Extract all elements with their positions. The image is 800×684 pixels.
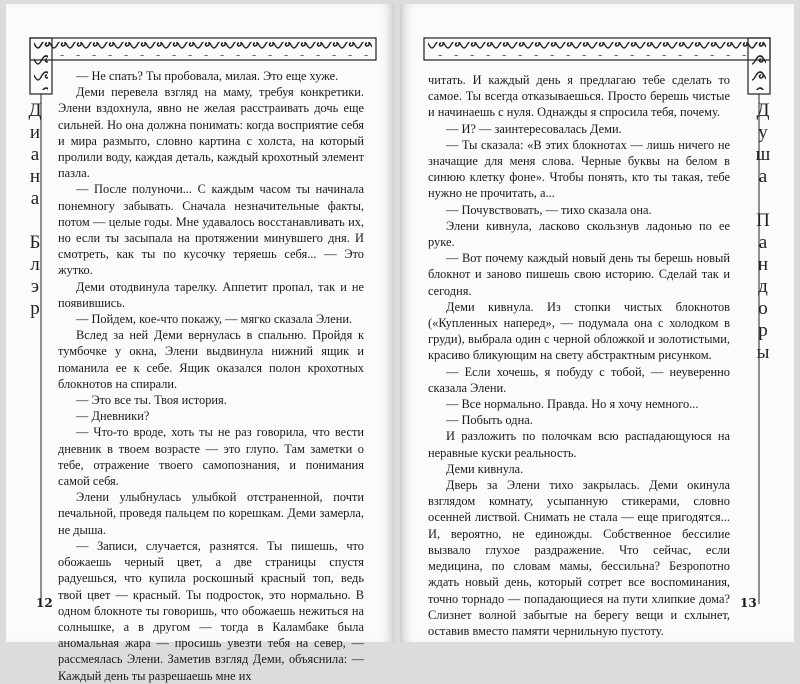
- paragraph: — Пойдем, кое-что покажу, — мягко сказала Элени.: [76, 312, 353, 327]
- paragraph: — Что-то вроде, хоть ты не раз говорила, что вести дневник в твоем возрасте — это глупо. Там заметки о тебе, отражение твоего самопознания, и понимания самой себя.: [58, 425, 364, 489]
- paragraph: — И? — заинтересовалась Деми.: [446, 121, 622, 136]
- title-letter: л: [30, 254, 40, 275]
- paragraph: — Это все ты. Твоя история.: [76, 393, 227, 408]
- title-letter: а: [30, 144, 40, 165]
- paragraph: — Ты сказала: «В этих блокнотах — лишь ничего не значащие для меня слова. Черные буквы на белом в синюю клетку фоне». Чтобы понять, кто ты такая, тебе нужно не прочитать, а...: [428, 137, 730, 201]
- paragraph: — Не спать? Ты пробовала, милая. Это еще хуже.: [76, 69, 339, 83]
- title-letter: и: [29, 122, 41, 143]
- title-letter: [761, 188, 766, 210]
- paragraph: — Все нормально. Правда. Но я хочу немного...: [446, 397, 699, 412]
- right-running-title: [748, 100, 778, 364]
- paragraph: Элени улыбнулась улыбкой отстраненной, почти печальной, проведя пальцем по корешкам. Деми замерла, не дыша.: [58, 490, 364, 537]
- paragraph: — Побыть одна.: [446, 413, 533, 428]
- right-page-number: 13: [740, 596, 757, 610]
- title-letter: р: [30, 298, 40, 319]
- paragraph: — Дневники?: [76, 409, 150, 424]
- title-letter: ы: [756, 342, 770, 363]
- title-letter: Д: [28, 100, 42, 121]
- paragraph: Дверь за Элени тихо закрылась. Деми окинула взглядом комнату, усыпанную стикерами, словно осенней листвой. Снимать не стала — еще пригодятся... И, вероятно, не единожды. Собственное бессилие вызвало глухое раздражение. Что сейчас, если медицина, по словам мамы, бессильна? Безропотно ждать новый день, который сотрет все воспоминания, точно торнадо — попадающиеся на пути хлипкие дома? Слизнет волной забытые на берегу вещи и схлынет, оставив вместо памяти чернильную пустоту.: [428, 478, 730, 638]
- paragraph: — Если хочешь, я побуду с тобой, — неуверенно сказала Элени.: [428, 364, 730, 395]
- paragraph: — Вот почему каждый новый день ты берешь новый блокнот и заново пишешь свою историю. Сделай так и сегодня.: [428, 251, 730, 298]
- right-page-text: [428, 72, 730, 639]
- left-running-title: [20, 100, 50, 320]
- title-letter: Д: [756, 100, 770, 121]
- title-letter: а: [30, 188, 40, 209]
- title-letter: П: [756, 210, 770, 231]
- title-letter: а: [758, 232, 768, 253]
- title-letter: р: [758, 320, 768, 341]
- paragraph: читать. И каждый день я предлагаю тебе сделать то самое. Ты всегда отказываешься. Просто берешь чистые и начинаешь с нуля. Однажды я спросила тебя, почему.: [428, 73, 730, 120]
- title-letter: Б: [29, 232, 41, 253]
- paragraph: — Почувствовать, — тихо сказала она.: [446, 202, 652, 217]
- title-letter: н: [757, 254, 769, 275]
- left-page: [6, 4, 394, 683]
- paragraph: Деми отодвинула тарелку. Аппетит пропал, так и не появившись.: [58, 279, 364, 310]
- title-letter: у: [758, 122, 768, 143]
- right-page: [400, 4, 794, 642]
- paragraph: Деми перевела взгляд на маму, требуя конкретики. Элени вздохнула, явно не желая расстраивать дочь еще сильней. Но она должна понимать: когда восприятие себя и мира размыто, словно картина с холста, на который пролили воду, каждая деталь, каждый крохотный элемент пазла.: [58, 85, 364, 181]
- paragraph: Вслед за ней Деми вернулась в спальню. Пройдя к тумбочке у окна, Элени выдвинула нижний ящик и поманила ее к себе. Ящик оказался полон крохотных блокнотов на спирали.: [58, 328, 364, 391]
- title-letter: а: [758, 166, 768, 187]
- title-letter: н: [29, 166, 41, 187]
- paragraph: — Записи, случается, разнятся. Ты пишешь, что обожаешь черный цвет, а две страницы спустя радуешься, что купила роскошный красный топ, ведь твой цвет — красный. Ты подросток, это нормально. В одном блокноте ты говоришь, что обожаешь нежиться на солнышке, а в другом — тогда в Каламбаке была аномальная жара — просишь увезти тебя на север, — рассмеялась Элени. Заметив взгляд Деми, объяснила: — Каждый день ты разрешаешь мне их: [58, 538, 364, 683]
- paragraph: — После полуночи... С каждым часом ты начинала понемногу забывать. Сначала незначительные факты, потом — целые годы. Мне удавалось восстанавливать их, но если ты засыпала на протяжении минувшего дня. И смотреть, как ты по кусочку теряешь себя... — Это жутко.: [58, 182, 364, 278]
- paragraph: Деми кивнула.: [446, 461, 524, 476]
- title-letter: д: [758, 276, 768, 297]
- left-page-text: [58, 68, 364, 684]
- title-letter: э: [30, 276, 40, 297]
- title-letter: [33, 210, 38, 232]
- title-letter: ш: [755, 144, 771, 165]
- title-letter: о: [758, 298, 768, 319]
- paragraph: Деми кивнула. Из стопки чистых блокнотов («Купленных наперед», — подумала она с холодком в груди), выбрала один с черной обложкой и золотистыми, красиво бликующим на свету абстрактным рисунком.: [428, 299, 730, 363]
- left-page-number: 12: [36, 596, 53, 610]
- paragraph: Элени кивнула, ласково скользнув ладонью по ее руке.: [428, 218, 730, 250]
- paragraph: И разложить по полочкам всю распадающуюся на неравные куски реальность.: [428, 429, 730, 460]
